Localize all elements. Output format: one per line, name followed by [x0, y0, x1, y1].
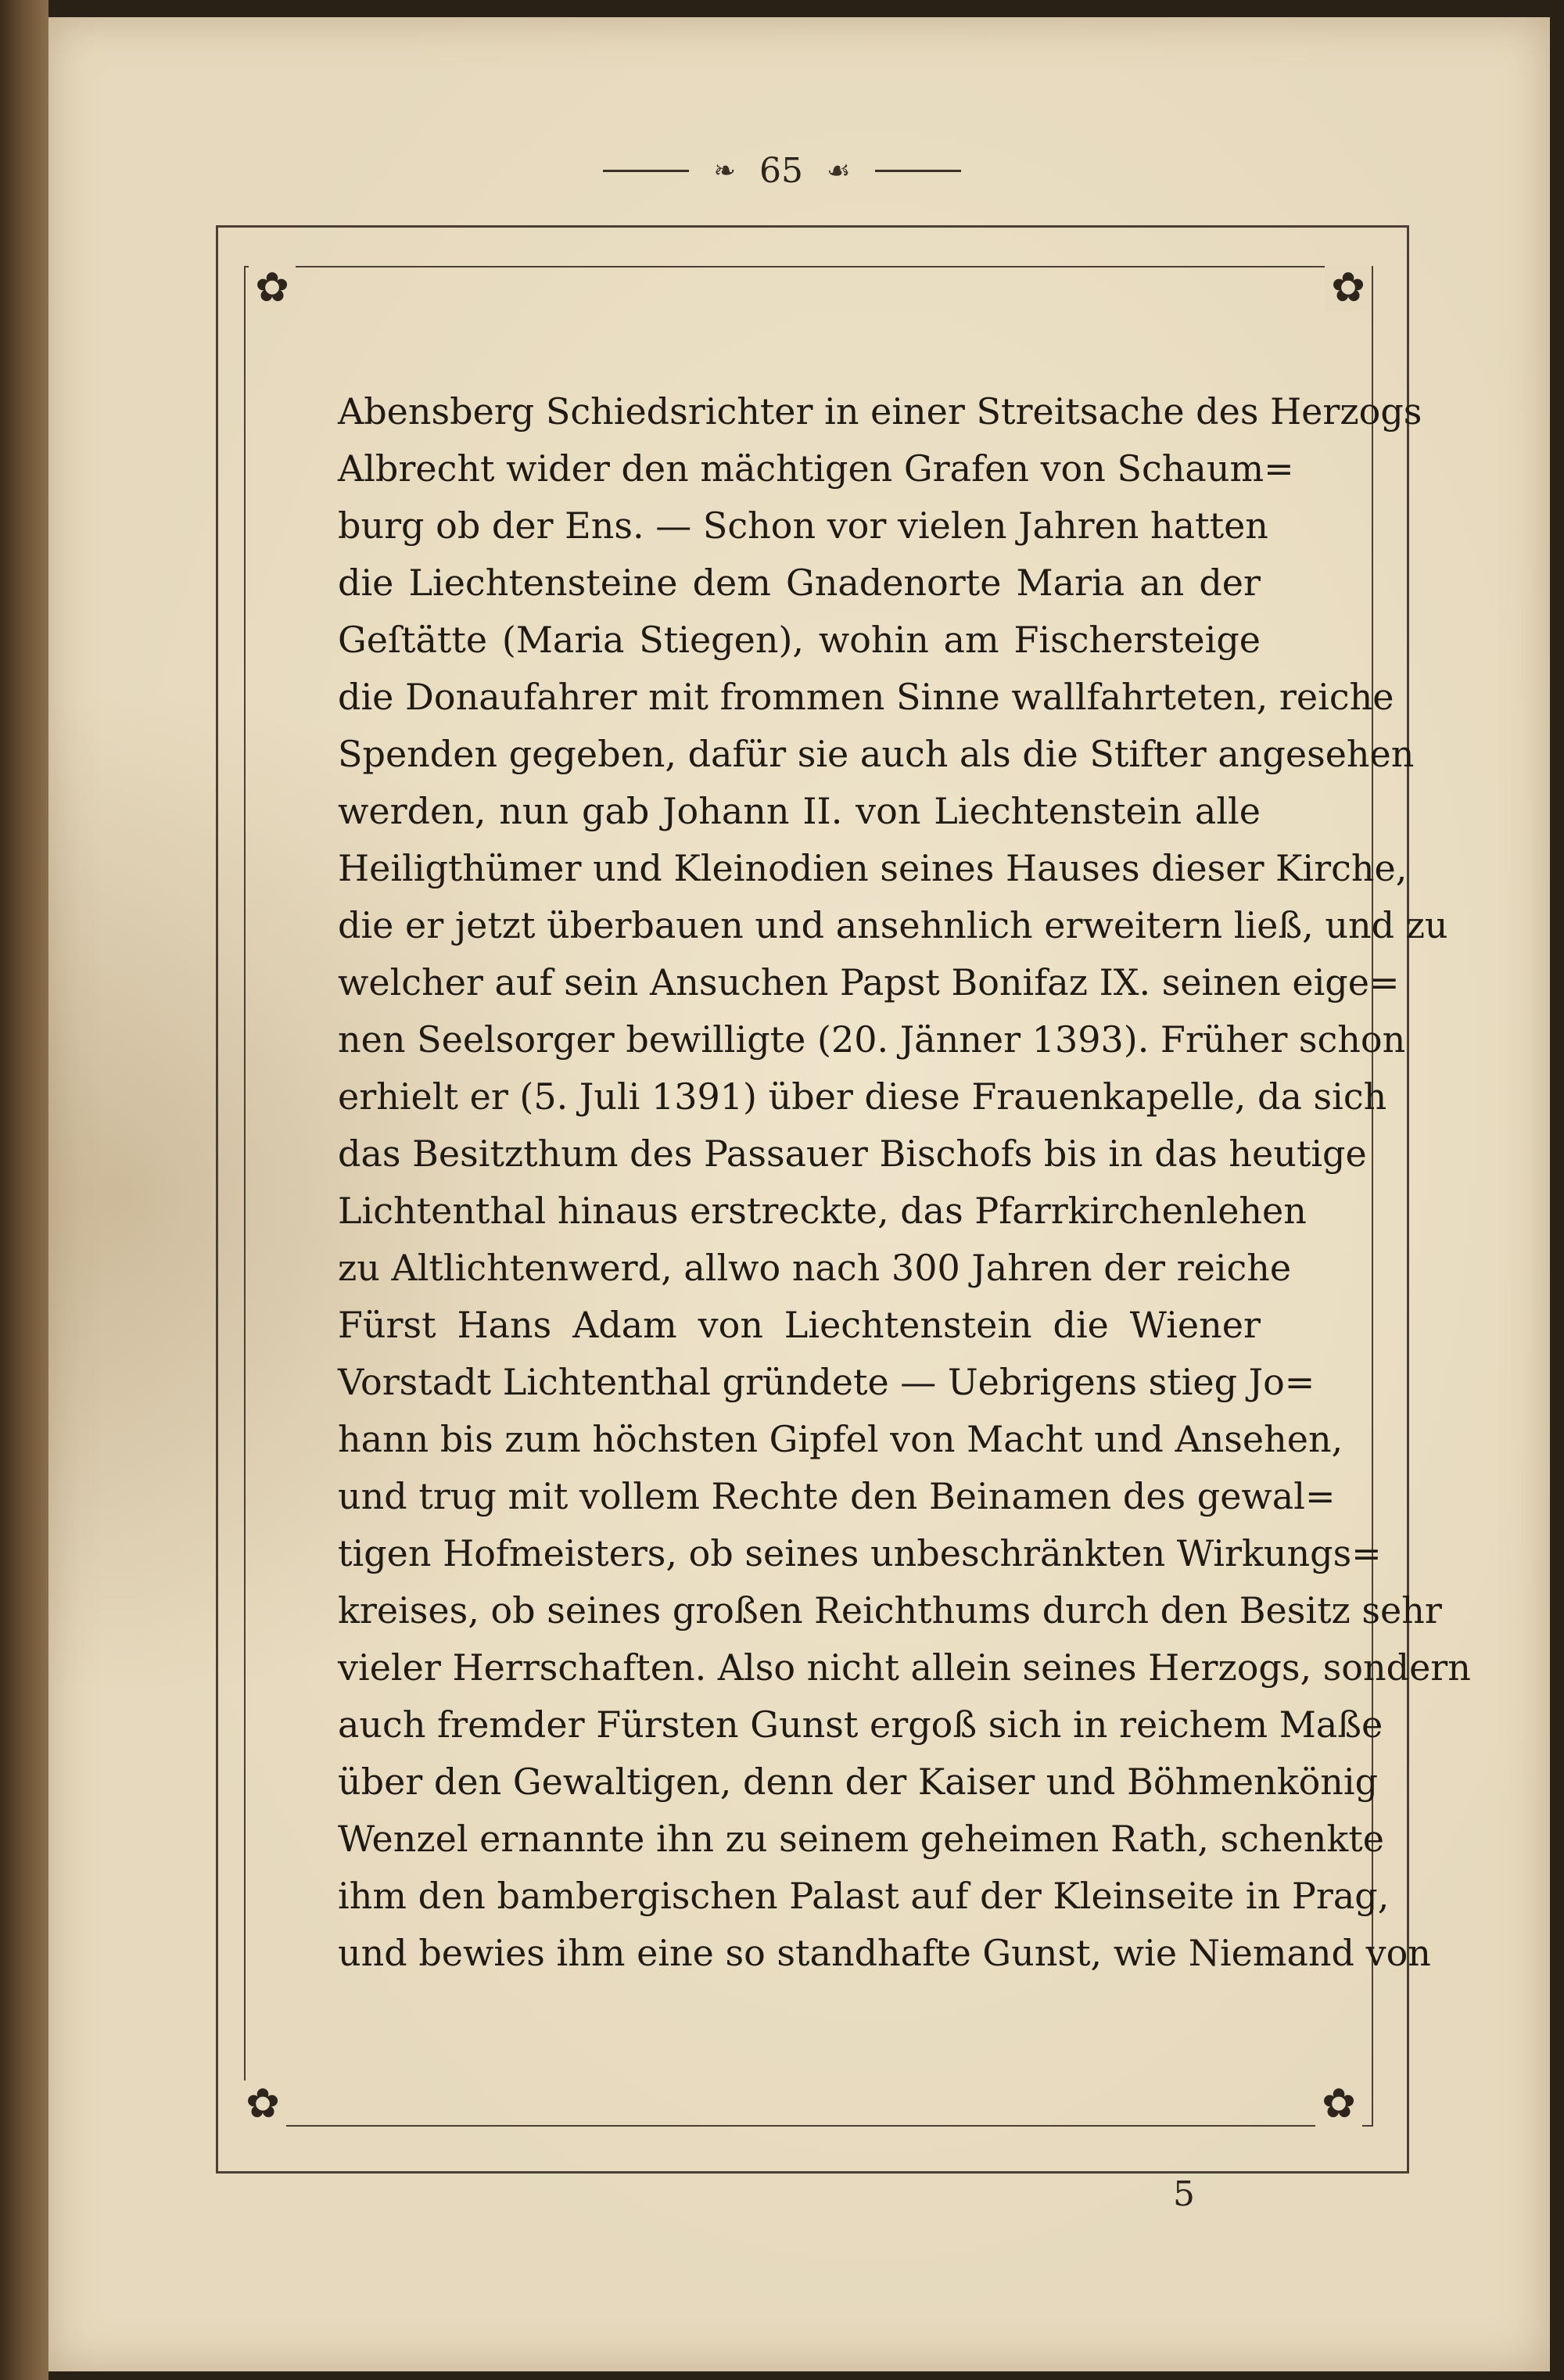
corner-floral-icon: ✿ [1325, 264, 1372, 311]
text-line: welcher auf sein Ansuchen Papst Bonifaz IX. seinen eige= [338, 961, 1400, 1003]
text-line: ihm den bambergischen Palast auf der Kleinseite in Prag, [338, 1875, 1390, 1917]
text-line: erhielt er (5. Juli 1391) über diese Frauenkapelle, da sich [338, 1075, 1387, 1118]
text-line: die Donaufahrer mit frommen Sinne wallfahrteten, reiche [338, 676, 1394, 718]
text-line: Wenzel ernannte ihn zu seinem geheimen Rath, schenkte [338, 1818, 1384, 1860]
text-line: und bewies ihm eine so standhafte Gunst, wie Niemand von [338, 1932, 1431, 1974]
corner-floral-icon: ✿ [239, 2080, 286, 2127]
text-line: und trug mit vollem Rechte den Beinamen des gewal= [338, 1475, 1336, 1517]
page-number: 65 [759, 151, 803, 191]
body-text [338, 383, 1471, 1982]
text-line: zu Altlichtenwerd, allwo nach 300 Jahren der reiche [338, 1247, 1292, 1289]
text-line: die Liechtensteine dem Gnadenorte Maria an der [338, 562, 1261, 604]
text-line: Abensberg Schiedsrichter in einer Streitsache des Herzogs [338, 390, 1422, 433]
corner-floral-icon: ✿ [1315, 2080, 1362, 2127]
text-line: kreises, ob seines großen Reichthums durch den Besitz sehr [338, 1589, 1442, 1632]
page-header [0, 149, 1564, 191]
text-line: Lichtenthal hinaus erstreckte, das Pfarrkirchenlehen [338, 1190, 1307, 1232]
text-line: das Besitzthum des Passauer Bischofs bis in das heutige [338, 1133, 1367, 1175]
header-rule-left [603, 170, 689, 172]
text-line: Albrecht wider den mächtigen Grafen von Schaum= [338, 447, 1294, 490]
text-line: nen Seelsorger bewilligte (20. Jänner 1393). Früher schon [338, 1018, 1406, 1061]
book-binding [0, 0, 48, 2380]
corner-floral-icon: ✿ [249, 264, 296, 311]
ornament-flourish-icon: ☙ [827, 155, 851, 187]
ornament-flourish-icon: ❧ [713, 155, 736, 187]
text-line: Fürst Hans Adam von Liechtenstein die Wiener [338, 1304, 1261, 1346]
text-line: werden, nun gab Johann II. von Liechtenstein alle [338, 790, 1261, 832]
text-line: über den Gewaltigen, denn der Kaiser und Böhmenkönig [338, 1761, 1379, 1803]
header-rule-right [875, 170, 961, 172]
text-line: hann bis zum höchsten Gipfel von Macht und Ansehen, [338, 1418, 1343, 1460]
signature-mark: 5 [1173, 2174, 1195, 2214]
text-line: Geſtätte (Maria Stiegen), wohin am Fischersteige [338, 619, 1261, 661]
text-line: Spenden gegeben, dafür sie auch als die Stifter angesehen [338, 733, 1415, 775]
text-line: tigen Hofmeisters, ob seines unbeschränkten Wirkungs= [338, 1532, 1382, 1574]
text-line: Vorstadt Lichtenthal gründete — Uebrigens stieg Jo= [338, 1361, 1315, 1403]
text-line: auch fremder Fürsten Gunst ergoß sich in reichem Maße [338, 1703, 1383, 1746]
text-line: die er jetzt überbauen und ansehnlich erweitern ließ, und zu [338, 904, 1448, 946]
text-line: Heiligthümer und Kleinodien seines Hauses dieser Kirche, [338, 847, 1408, 889]
text-line: burg ob der Ens. — Schon vor vielen Jahren hatten [338, 504, 1268, 547]
text-line: vieler Herrschaften. Also nicht allein seines Herzogs, sondern [338, 1646, 1471, 1689]
